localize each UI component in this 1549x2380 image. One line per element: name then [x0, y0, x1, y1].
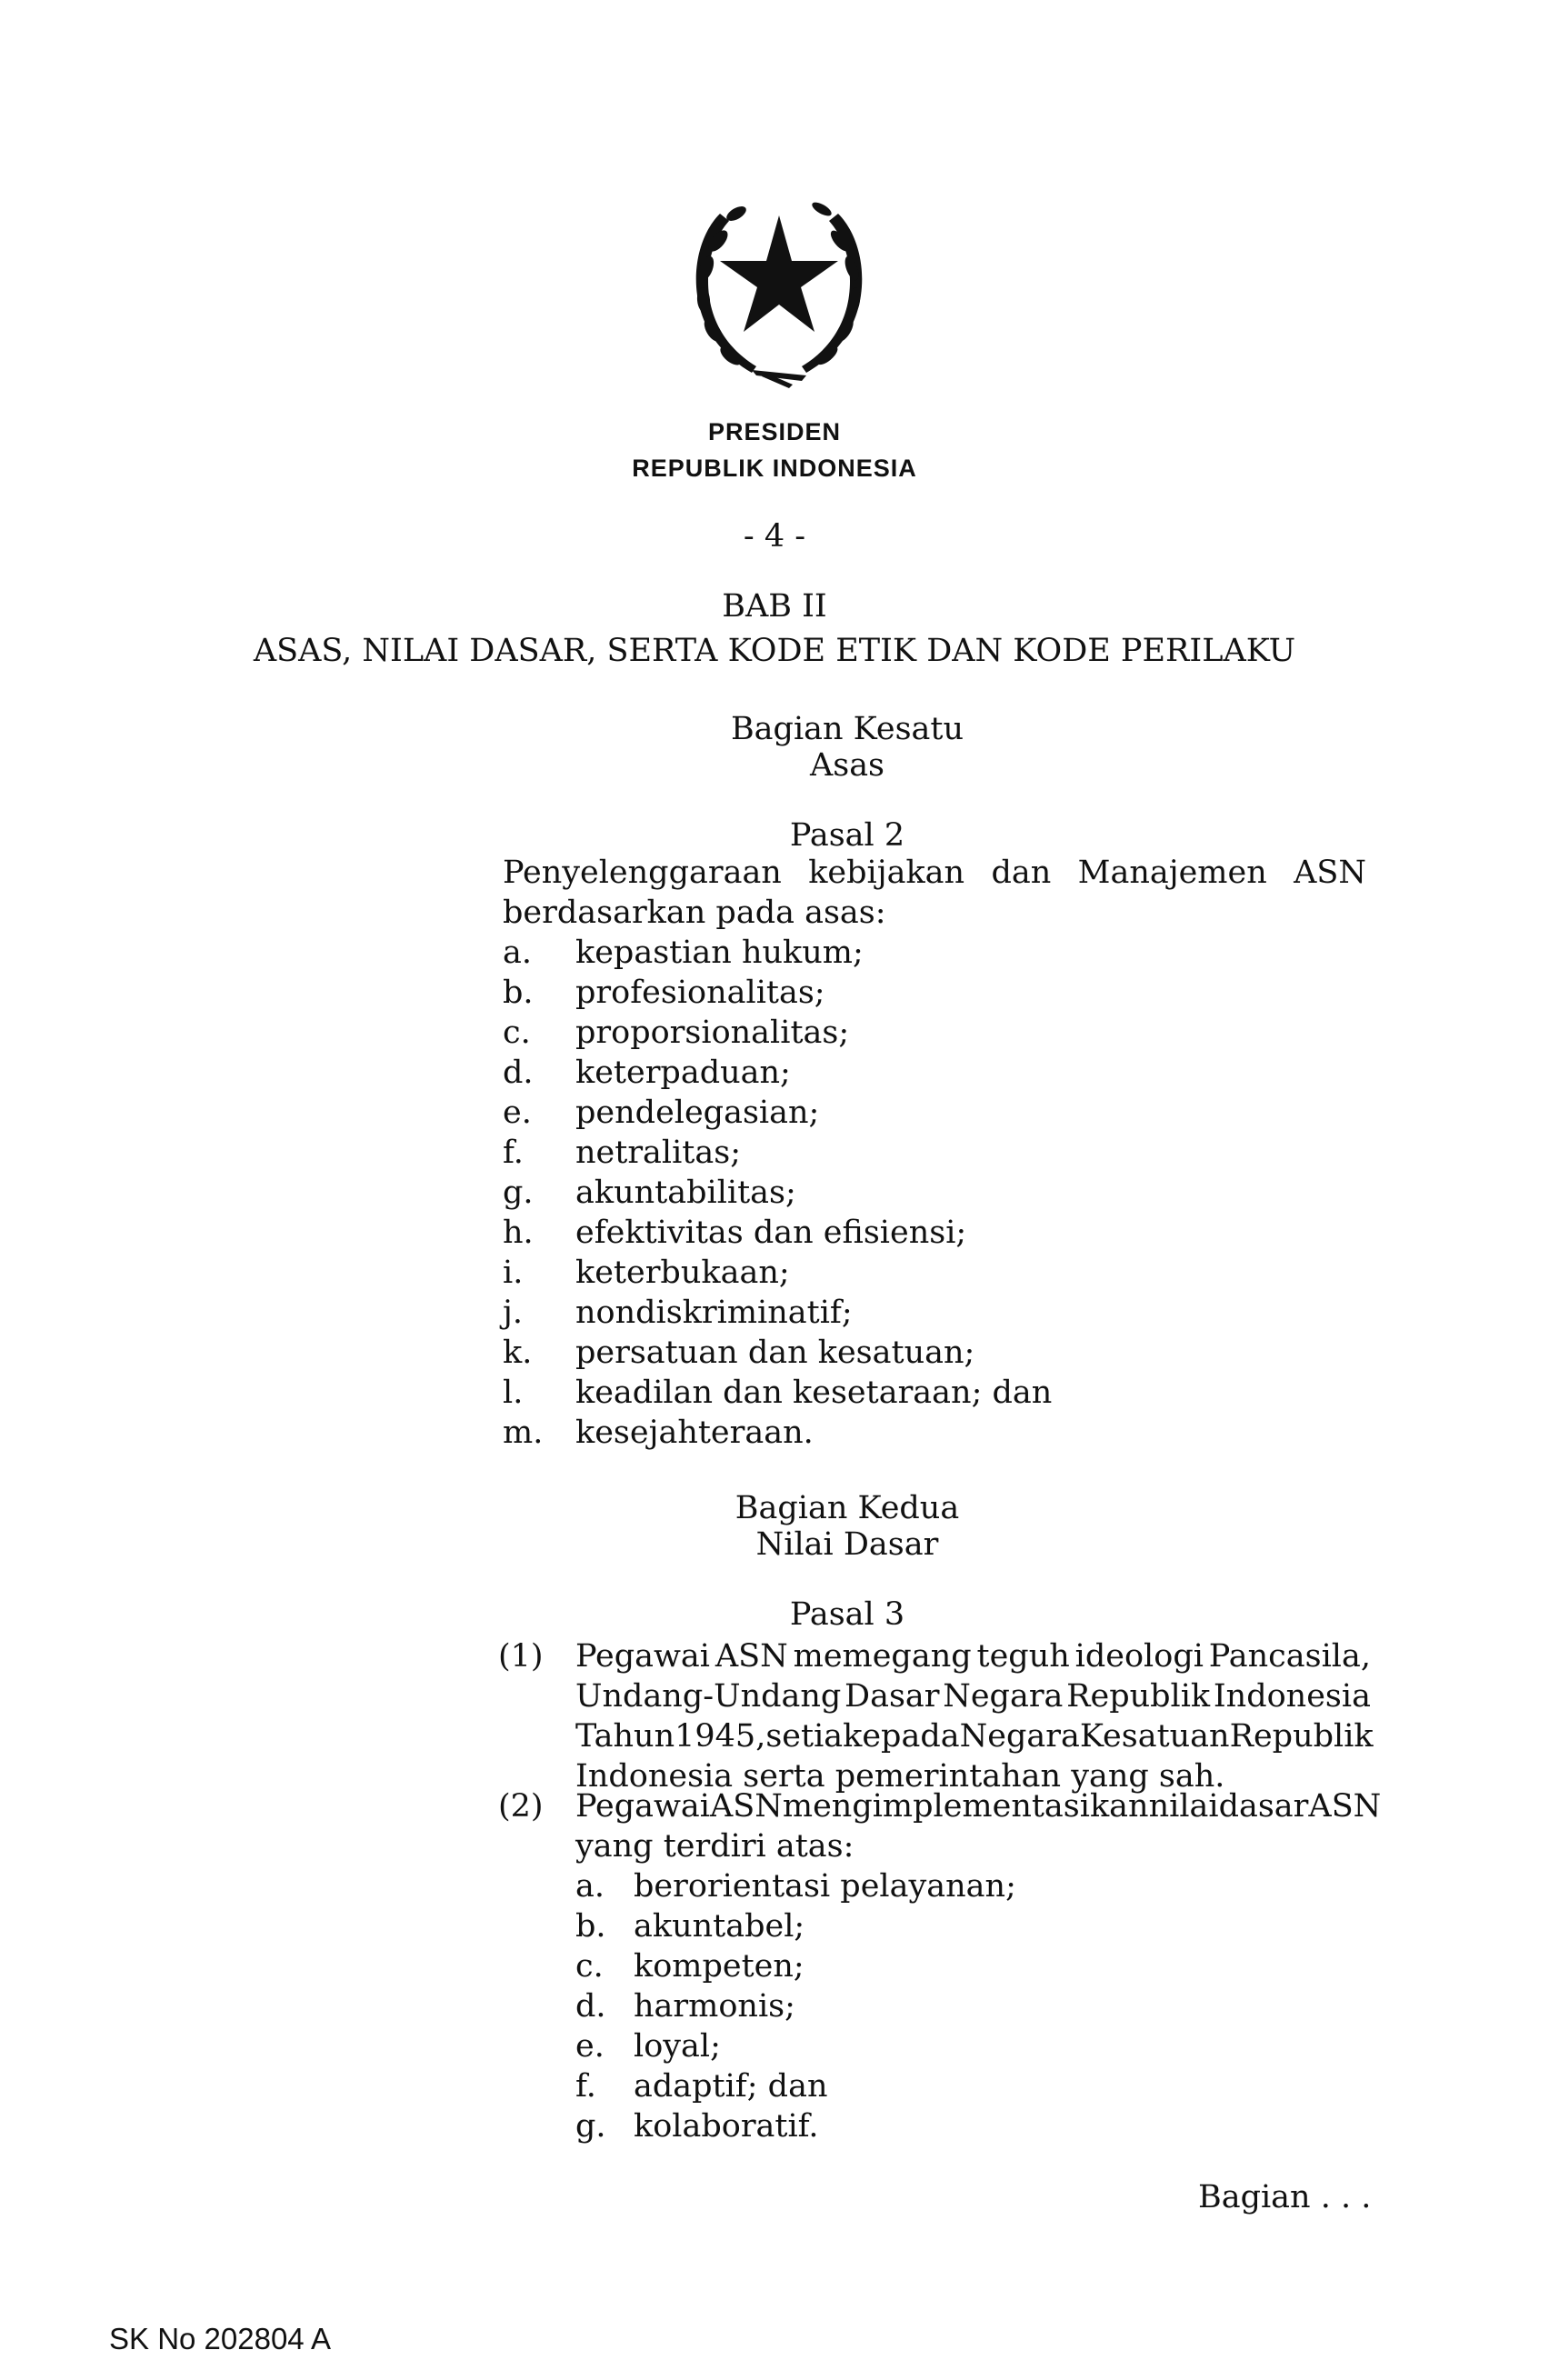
- list-item-text: adaptif; dan: [634, 2068, 828, 2105]
- list-item-text: kepastian hukum;: [575, 935, 864, 971]
- word: dasar: [1218, 1788, 1309, 1825]
- section1-subtitle: Asas: [809, 747, 885, 784]
- list-item-label: c.: [503, 1015, 531, 1051]
- list-item-label: c.: [575, 1948, 604, 1985]
- list-item-label: l.: [503, 1375, 524, 1411]
- list-item-label: d.: [575, 1988, 606, 2025]
- word: Dasar: [844, 1678, 940, 1715]
- list-item-label: b.: [575, 1908, 606, 1945]
- word: kepada: [843, 1718, 960, 1755]
- list-item-label: m.: [503, 1415, 544, 1451]
- list-item-label: g.: [503, 1175, 534, 1211]
- list-item-label: g.: [575, 2108, 606, 2145]
- list-item-label: j.: [503, 1295, 523, 1331]
- list-item-text: persatuan dan kesatuan;: [575, 1335, 975, 1371]
- list-item-text: pendelegasian;: [575, 1095, 820, 1131]
- intro-word: dan: [991, 855, 1052, 891]
- word: memegang: [793, 1638, 972, 1675]
- list-item-text: berorientasi pelayanan;: [634, 1868, 1016, 1905]
- article-pasal-2: Pasal 2: [789, 817, 905, 854]
- intro-word: Manajemen: [1077, 855, 1267, 891]
- list-item-label: a.: [503, 935, 532, 971]
- word: Negara: [943, 1678, 1064, 1715]
- word: 1945,: [675, 1718, 766, 1755]
- list-item-label: h.: [503, 1215, 534, 1251]
- list-item-text: akuntabel;: [634, 1908, 805, 1945]
- word: Undang-Undang: [575, 1678, 842, 1715]
- paragraph-line: yang terdiri atas:: [575, 1828, 854, 1865]
- word: nilai: [1148, 1788, 1219, 1825]
- list-item-label: i.: [503, 1255, 524, 1291]
- page-number: - 4 -: [743, 518, 806, 555]
- header-republik-indonesia: REPUBLIK INDONESIA: [632, 455, 917, 482]
- list-item-text: keadilan dan kesetaraan; dan: [575, 1375, 1053, 1411]
- intro-word: Penyelenggaraan: [503, 855, 782, 891]
- article-pasal-3: Pasal 3: [789, 1596, 905, 1633]
- list-item-text: efektivitas dan efisiensi;: [575, 1215, 967, 1251]
- presidential-emblem-icon: [665, 177, 893, 395]
- list-item-text: profesionalitas;: [575, 975, 825, 1011]
- list-item-label: k.: [503, 1335, 533, 1371]
- paragraph-number: (1): [498, 1638, 544, 1675]
- intro-word: ASN: [1294, 855, 1366, 891]
- pasal-3-paragraph-2: [575, 1786, 1382, 1866]
- word: Kesatuan: [1079, 1718, 1230, 1755]
- list-item-text: harmonis;: [634, 1988, 795, 2025]
- list-item-text: netralitas;: [575, 1135, 741, 1171]
- word: mengimplementasikan: [782, 1788, 1149, 1825]
- continuation-catchword: Bagian . . .: [1198, 2179, 1372, 2215]
- list-item-text: keterpaduan;: [575, 1055, 791, 1091]
- pasal-2-intro: [503, 853, 1366, 933]
- paragraph-number: (2): [498, 1788, 544, 1825]
- list-item-label: f.: [575, 2068, 596, 2105]
- chapter-subtitle: ASAS, NILAI DASAR, SERTA KODE ETIK DAN KODE PERILAKU: [253, 633, 1296, 669]
- list-item-text: keterbukaan;: [575, 1255, 790, 1291]
- word: Tahun: [575, 1718, 675, 1755]
- list-item-text: kolaboratif.: [634, 2108, 819, 2145]
- header-presiden: PRESIDEN: [707, 418, 842, 445]
- list-item-label: b.: [503, 975, 534, 1011]
- list-item-text: proporsionalitas;: [575, 1015, 850, 1051]
- section2-subtitle: Nilai Dasar: [755, 1526, 939, 1563]
- word: ASN: [1308, 1788, 1382, 1825]
- word: teguh: [976, 1638, 1070, 1675]
- word: Pegawai: [575, 1788, 710, 1825]
- list-item-text: akuntabilitas;: [575, 1175, 796, 1211]
- list-item-text: kompeten;: [634, 1948, 804, 1985]
- list-item-label: e.: [503, 1095, 532, 1131]
- list-item-text: kesejahteraan.: [575, 1415, 814, 1451]
- word: setia: [765, 1718, 844, 1755]
- word: Pancasila,: [1208, 1638, 1371, 1675]
- list-item-text: loyal;: [634, 2028, 721, 2065]
- section2-title: Bagian Kedua: [735, 1490, 960, 1526]
- word: ASN: [715, 1638, 788, 1675]
- word: ideologi: [1074, 1638, 1204, 1675]
- list-item-label: a.: [575, 1868, 605, 1905]
- word: Republik: [1066, 1678, 1211, 1715]
- paragraph-line: Indonesia serta pemerintahan yang sah.: [575, 1758, 1225, 1795]
- document-code: SK No 202804 A: [109, 2322, 332, 2355]
- word: ASN: [709, 1788, 783, 1825]
- pasal-3-paragraph-1: [575, 1636, 1374, 1796]
- word: Indonesia: [1213, 1678, 1371, 1715]
- list-item-label: f.: [503, 1135, 524, 1171]
- intro-line-2: berdasarkan pada asas:: [503, 895, 886, 931]
- section1-title: Bagian Kesatu: [730, 711, 964, 747]
- list-item-text: nondiskriminatif;: [575, 1295, 853, 1331]
- intro-word: kebijakan: [808, 855, 965, 891]
- list-item-label: d.: [503, 1055, 534, 1091]
- list-item-label: e.: [575, 2028, 605, 2065]
- word: Negara: [959, 1718, 1080, 1755]
- word: Republik: [1229, 1718, 1374, 1755]
- word: Pegawai: [575, 1638, 710, 1675]
- chapter-title: BAB II: [722, 588, 827, 625]
